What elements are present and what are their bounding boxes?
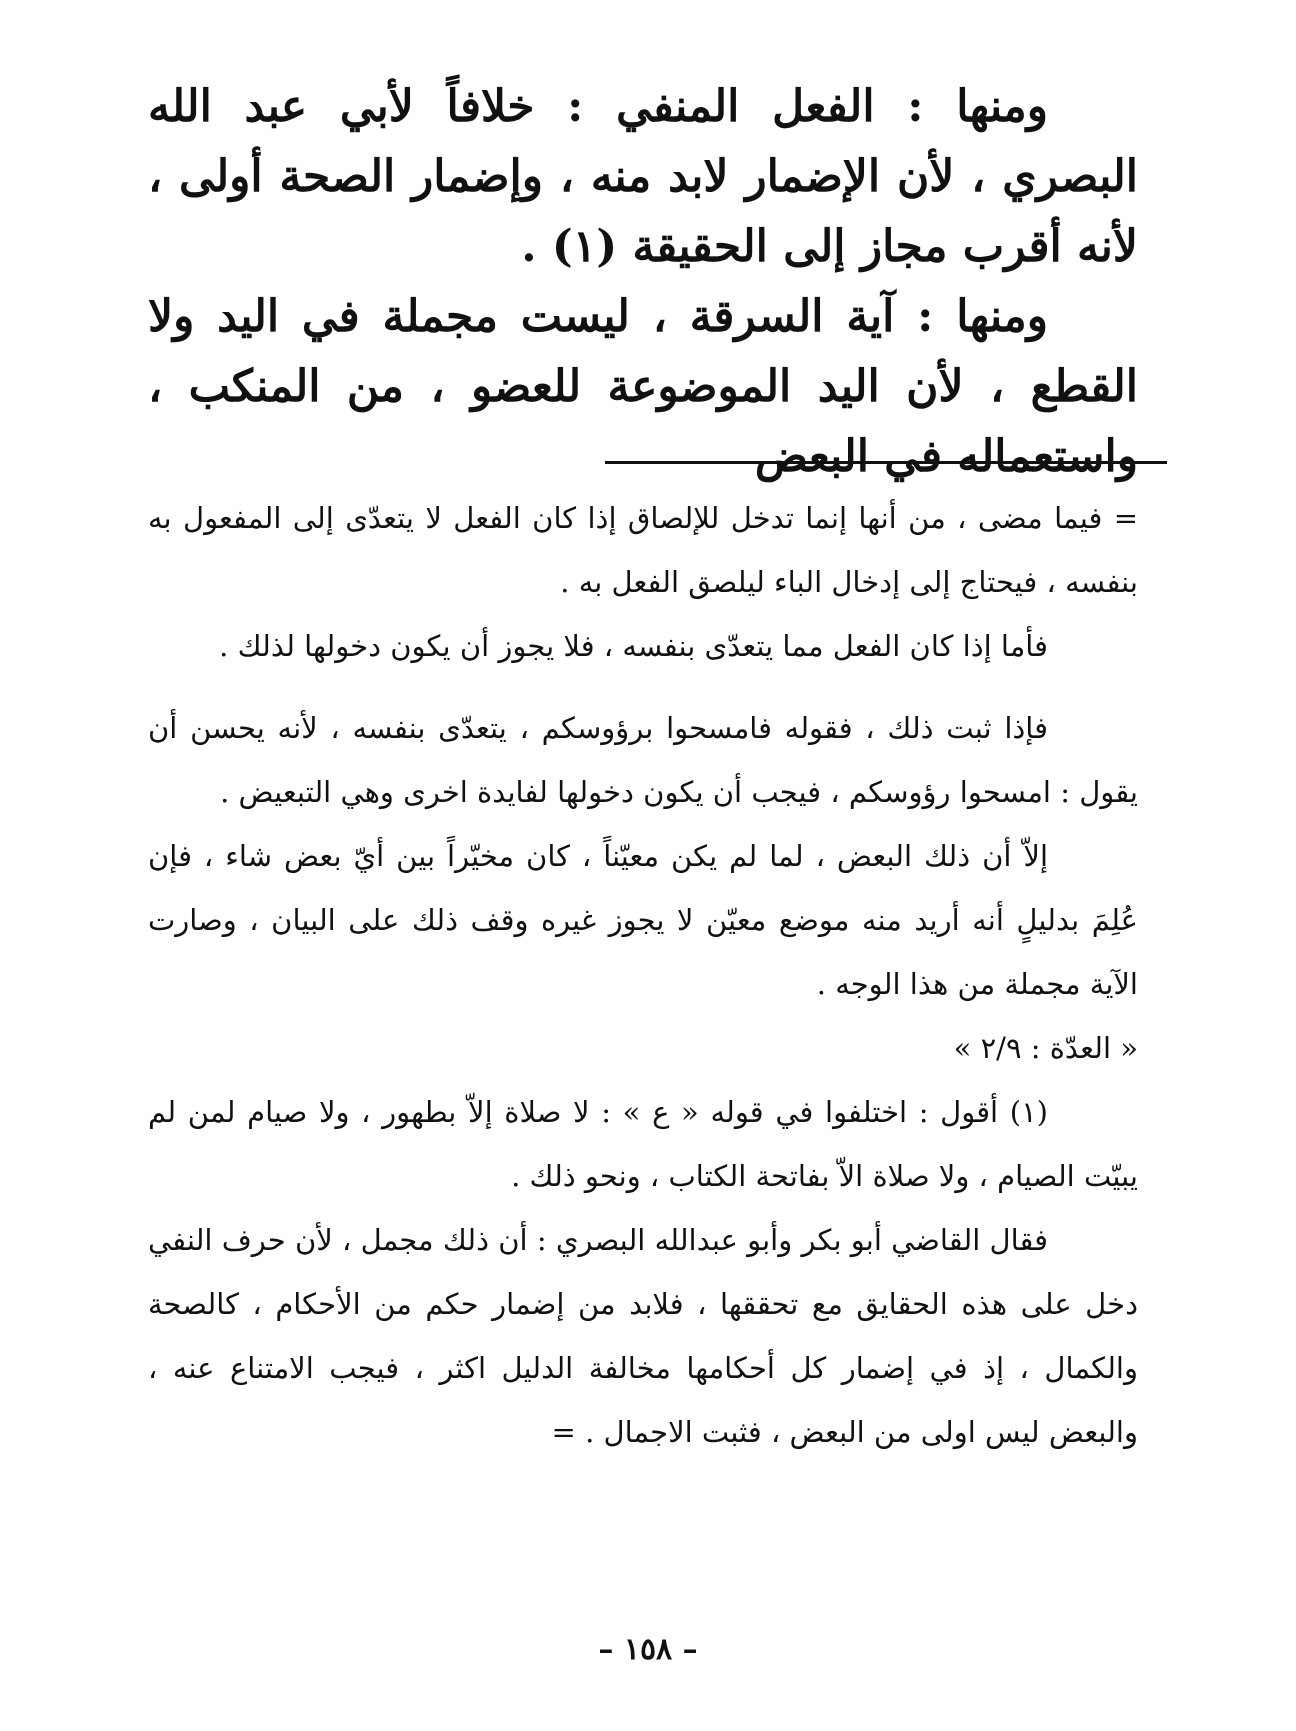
footnote-citation: « العدّة : ٢/٩ »: [953, 1031, 1138, 1065]
footnote-paragraph: فإذا ثبت ذلك ، فقوله فامسحوا برؤوسكم ، يتعدّى بنفسه ، لأنه يحسن أن يقول : امسحوا رؤوسكم ، فيجب أن يكون دخولها لفايدة اخرى وهي التبعيض .: [148, 711, 1138, 809]
footnote-paragraph: (١) أقول : اختلفوا في قوله « ع » : لا صلاة إلاّ بطهور ، ولا صيام لمن لم يبيّت الصيام ، ولا صلاة الاّ بفاتحة الكتاب ، ونحو ذلك .: [148, 1095, 1138, 1193]
footnotes: [148, 486, 1138, 1464]
main-paragraph: ومنها : الفعل المنفي : خلافاً لأبي عبد الله البصري ، لأن الإضمار لابد منه ، وإضمار الصحة أولى ، لأنه أقرب مجاز إلى الحقيقة (١) .: [148, 81, 1139, 272]
page-number: – ١٥٨ –: [598, 1632, 698, 1667]
main-paragraph: ومنها : آية السرقة ، ليست مجملة في اليد ولا القطع ، لأن اليد الموضوعة للعضو ، من المنكب ، واستعماله في البعض: [148, 291, 1138, 482]
footnote-paragraph: إلاّ أن ذلك البعض ، لما لم يكن معيّناً ، كان مخيّراً بين أيّ بعض شاء ، فإن عُلِمَ بدليلٍ أنه أريد منه موضع معيّن لا يجوز غيره وقف ذلك على البيان ، وصارت الآية مجملة من هذا الوجه .: [148, 839, 1138, 1001]
footnote-paragraph: فقال القاضي أبو بكر وأبو عبدالله البصري : أن ذلك مجمل ، لأن حرف النفي دخل على هذه الحقايق مع تحققها ، فلابد من إضمار حكم من الأحكام ، كالصحة والكمال ، إذ في إضمار كل أحكامها مخالفة الدليل اكثر ، فيجب الامتناع عنه ، والبعض ليس اولى من البعض ، فثبت الاجمال . =: [148, 1223, 1138, 1449]
footnote-divider: [605, 461, 1167, 464]
footnote-paragraph: = فيما مضى ، من أنها إنما تدخل للإلصاق إذا كان الفعل لا يتعدّى إلى المفعول به بنفسه ، فيحتاج إلى إدخال الباء ليلصق الفعل به .: [148, 501, 1138, 599]
main-text: [148, 72, 1138, 492]
footnote-paragraph: فأما إذا كان الفعل مما يتعدّى بنفسه ، فلا يجوز أن يكون دخولها لذلك .: [219, 629, 1048, 663]
